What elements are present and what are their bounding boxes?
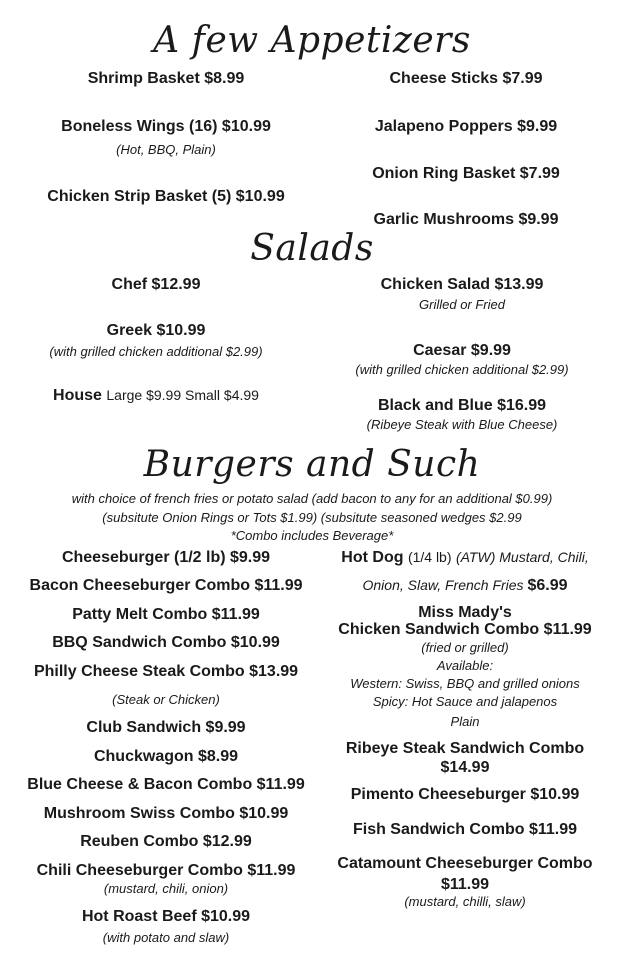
menu-item-boneless-wings: Boneless Wings (16) $10.99 (61, 118, 271, 135)
menu-item-miss-mady-chicken: Chicken Sandwich Combo $11.99 (338, 621, 592, 638)
menu-item-chuckwagon: Chuckwagon $8.99 (93, 748, 239, 765)
miss-mady-note2: Available: (436, 658, 494, 673)
burgers-intro-line3: *Combo includes Beverage* (230, 528, 394, 543)
menu-item-greek-salad: Greek $10.99 (106, 322, 206, 339)
house-salad-sizes: Large $9.99 Small $4.99 (106, 387, 259, 403)
menu-item-shrimp-basket: Shrimp Basket $8.99 (87, 70, 245, 87)
hot-dog-sides: Onion, Slaw, French Fries (362, 577, 524, 593)
menu-item-garlic-mushrooms: Garlic Mushrooms $9.99 (373, 211, 559, 228)
burgers-heading: Burgers and Such (143, 444, 481, 485)
menu-item-hot-dog (341, 549, 588, 567)
black-and-blue-note: (Ribeye Steak with Blue Cheese) (366, 417, 558, 432)
hot-roast-beef-note: (with potato and slaw) (102, 930, 230, 945)
greek-salad-note: (with grilled chicken additional $2.99) (49, 344, 263, 359)
hot-dog-size: (1/4 lb) (407, 549, 452, 565)
menu-item-house-salad (53, 387, 259, 405)
menu-item-jalapeno-poppers: Jalapeno Poppers $9.99 (374, 118, 558, 135)
miss-mady-title: Miss Mady's (418, 604, 512, 621)
miss-mady-note5: Plain (450, 714, 480, 729)
menu-item-black-and-blue: Black and Blue $16.99 (377, 397, 547, 414)
menu-item-chicken-strip-basket: Chicken Strip Basket (5) $10.99 (47, 188, 285, 205)
menu-item-catamount-cheeseburger: Catamount Cheeseburger Combo (337, 855, 593, 872)
menu-item-chili-cheeseburger: Chili Cheeseburger Combo $11.99 (36, 862, 296, 879)
menu-item-fish-sandwich: Fish Sandwich Combo $11.99 (352, 821, 578, 838)
menu-item-bbq-sandwich: BBQ Sandwich Combo $10.99 (52, 634, 280, 651)
hot-dog-line2 (363, 577, 568, 595)
hot-dog-price: $6.99 (527, 577, 568, 594)
appetizers-heading: A few Appetizers (153, 20, 471, 61)
menu-item-cheese-sticks: Cheese Sticks $7.99 (389, 70, 543, 87)
chicken-salad-note: Grilled or Fried (419, 297, 505, 312)
burgers-intro-line1: with choice of french fries or potato salad (add bacon to any for an additional $0.99) (71, 491, 553, 506)
burgers-intro-line2: (subsitute Onion Rings or Tots $1.99) (subsitute seasoned wedges $2.99 (102, 510, 522, 525)
caesar-salad-note: (with grilled chicken additional $2.99) (355, 362, 569, 377)
chili-cheeseburger-note: (mustard, chili, onion) (103, 881, 229, 896)
salads-heading: Salads (250, 228, 374, 269)
ribeye-price: $14.99 (440, 759, 490, 776)
catamount-price: $11.99 (440, 876, 490, 893)
menu-item-cheeseburger: Cheeseburger (1/2 lb) $9.99 (61, 549, 271, 566)
miss-mady-note4: Spicy: Hot Sauce and jalapenos (372, 694, 558, 709)
miss-mady-note1: (fried or grilled) (421, 640, 509, 655)
menu-item-caesar-salad: Caesar $9.99 (413, 342, 511, 359)
house-salad-name: House (53, 387, 102, 404)
miss-mady-note3: Western: Swiss, BBQ and grilled onions (350, 676, 580, 691)
menu-item-chicken-salad: Chicken Salad $13.99 (380, 276, 544, 293)
menu-item-mushroom-swiss: Mushroom Swiss Combo $10.99 (43, 805, 289, 822)
menu-item-onion-ring-basket: Onion Ring Basket $7.99 (372, 165, 560, 182)
menu-item-reuben: Reuben Combo $12.99 (80, 833, 252, 850)
boneless-wings-note: (Hot, BBQ, Plain) (116, 142, 216, 157)
menu-item-club-sandwich: Club Sandwich $9.99 (86, 719, 246, 736)
hot-dog-toppings: (ATW) Mustard, Chili, (455, 549, 589, 565)
menu-item-chef-salad: Chef $12.99 (111, 276, 201, 293)
catamount-note: (mustard, chilli, slaw) (404, 894, 526, 909)
menu-item-patty-melt: Patty Melt Combo $11.99 (72, 606, 260, 623)
hot-dog-name: Hot Dog (341, 549, 404, 566)
menu-item-blue-cheese-bacon: Blue Cheese & Bacon Combo $11.99 (27, 776, 305, 793)
menu-item-philly-cheese-steak: Philly Cheese Steak Combo $13.99 (33, 663, 299, 680)
menu-item-bacon-cheeseburger: Bacon Cheeseburger Combo $11.99 (29, 577, 303, 594)
menu-item-pimento-cheeseburger: Pimento Cheeseburger $10.99 (350, 786, 580, 803)
menu-item-ribeye-steak-sandwich: Ribeye Steak Sandwich Combo (345, 740, 585, 757)
menu-item-hot-roast-beef: Hot Roast Beef $10.99 (81, 908, 251, 925)
philly-note: (Steak or Chicken) (112, 692, 220, 707)
